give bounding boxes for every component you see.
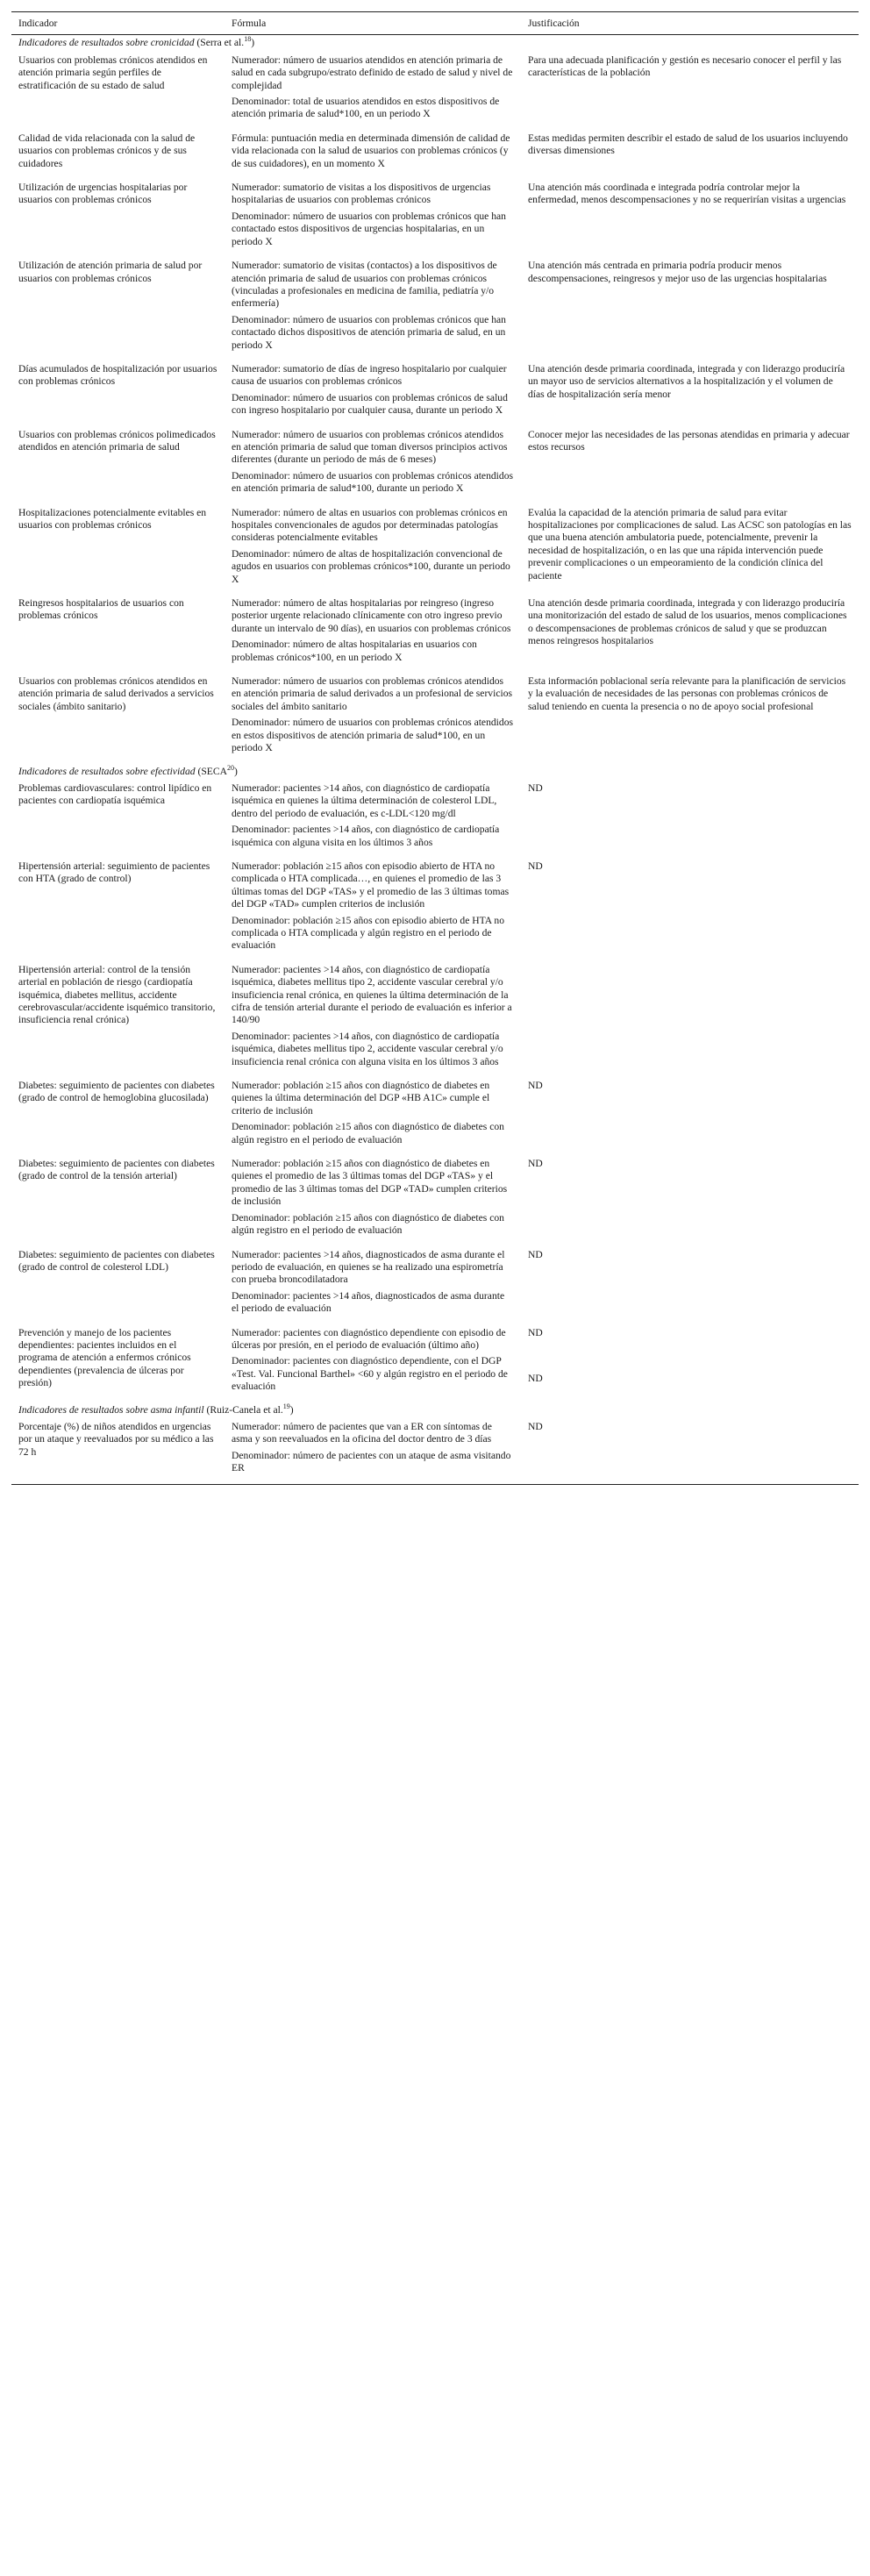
- formula-line: Denominador: número de usuarios con problemas crónicos de salud con ingreso hospitalario por cualquier causa, durante un periodo X: [232, 391, 508, 417]
- justification-cell: [521, 1324, 859, 1402]
- justification-cell: [521, 257, 859, 360]
- table-row: [11, 1418, 859, 1484]
- justification-cell: [521, 961, 859, 1077]
- formula-line: Denominador: número de usuarios con problemas crónicos atendidos en atención primaria de salud*100, durante un periodo X: [232, 469, 514, 495]
- formula-line: Denominador: pacientes con diagnóstico dependiente, con el DGP «Test. Val. Funcional Barthel» <60 y algún registro en el periodo de evaluación: [232, 1355, 508, 1393]
- table-row: [11, 673, 859, 763]
- formula-line: Numerador: número de pacientes que van a ER con síntomas de asma y son reevaluados en la oficina del doctor dentro de 3 días: [232, 1420, 492, 1445]
- reference-number: 20: [226, 763, 234, 772]
- formula-line: Numerador: número de usuarios con problemas crónicos atendidos en atención primaria de salud derivados a un profesional de servicios sociales del ámbito sanitario: [232, 675, 513, 712]
- formula-line: Numerador: pacientes >14 años, diagnosticados de asma durante el periodo de evaluación, en quienes se ha realizado una espirometría con prueba broncodilatadora: [232, 1248, 505, 1286]
- formula-line: Fórmula: puntuación media en determinada dimensión de calidad de vida relacionada con la salud de usuarios con problemas crónicos (y de sus cuidadores), en un momento X: [232, 132, 510, 169]
- table-row: [11, 360, 859, 426]
- justification-text: Una atención más coordinada e integrada podría controlar mejor la enfermedad, menos descompensaciones y no se requerirían visitas a urgencias: [528, 182, 846, 206]
- justification-cell: [521, 504, 859, 595]
- justification-text: Evalúa la capacidad de la atención primaria de salud para evitar hospitalizaciones por complicaciones de salud. Las ACSC son patologías en las que una buena atención ambulatoria puede, potencialmente, prevenir la necesidad de hospitalización, o en las que una rápida intervención puede prevenir complicaciones o un empeoramiento de la condición clínica del paciente: [528, 506, 852, 582]
- reference-text: (Serra et al.: [196, 37, 245, 49]
- formula-line: Denominador: número de usuarios con problemas crónicos que han contactado dichos dispositivos de atención primaria de salud, en un periodo X: [232, 313, 506, 351]
- justification-text: ND: [528, 1248, 543, 1260]
- table-row: [11, 426, 859, 504]
- table-row: [11, 780, 859, 858]
- section-reference: [197, 763, 238, 777]
- justification-cell: [521, 1418, 859, 1484]
- table-row: [11, 1246, 859, 1324]
- reference-close: ): [289, 1403, 294, 1416]
- justification-text: Una atención más centrada en primaria podría producir menos descompensaciones, reingresos y mejor uso de las urgencias hospitalarias: [528, 260, 827, 284]
- formula-cell: [225, 780, 521, 858]
- justification-cell: [521, 780, 859, 858]
- justification-cell: [521, 595, 859, 673]
- table-row: [11, 1324, 859, 1402]
- justification-cell: [521, 130, 859, 179]
- indicator-cell: Utilización de atención primaria de salud por usuarios con problemas crónicos: [18, 260, 203, 284]
- section-heading: [11, 1402, 859, 1418]
- formula-line: Denominador: población ≥15 años con diagnóstico de diabetes con algún registro en el periodo de evaluación: [232, 1211, 504, 1237]
- header-indicator: Indicador: [11, 12, 225, 35]
- formula-line: Numerador: población ≥15 años con diagnóstico de diabetes en quienes la última determinación del DGP «HB A1C» cumple el criterio de inclusión: [232, 1080, 490, 1117]
- indicator-cell: Usuarios con problemas crónicos atendidos en atención primaria de salud derivados a servicios sociales (ámbito sanitario): [18, 675, 214, 712]
- table-row: [11, 504, 859, 595]
- formula-line: Denominador: población ≥15 años con episodio abierto de HTA no complicada o HTA complicada y algún registro en el periodo de evaluación: [232, 914, 504, 952]
- formula-line: Denominador: número de usuarios con problemas crónicos atendidos en estos dispositivos de atención primaria de salud*100, en un periodo X: [232, 717, 514, 754]
- formula-cell: [225, 504, 521, 595]
- indicator-cell: Reingresos hospitalarios de usuarios con problemas crónicos: [18, 597, 184, 622]
- reference-text: (Ruiz-Canela et al.: [206, 1403, 283, 1416]
- indicator-cell: Utilización de urgencias hospitalarias por usuarios con problemas crónicos: [18, 182, 188, 206]
- indicator-cell: Porcentaje (%) de niños atendidos en urgencias por un ataque y reevaluados por su médico a las 72 h: [11, 1418, 225, 1484]
- formula-line: Numerador: población ≥15 años con episodio abierto de HTA no complicada o HTA complicada…, en quienes el promedio de las 3 últimas tomas del DGP «TAS» y el promedio de las 3 últimas tomas del DGP «TAD» cumplen criterios de inclusión: [232, 860, 510, 910]
- justification-cell: [521, 1155, 859, 1245]
- formula-cell: [225, 1418, 521, 1484]
- indicator-cell: Días acumulados de hospitalización por usuarios con problemas crónicos: [18, 362, 218, 388]
- justification-text: ND: [528, 1420, 543, 1432]
- justification-text: Una atención desde primaria coordinada, integrada y con liderazgo produciría un mayor uso de servicios alternativos a la hospitalización y el volumen de días de hospitalización sería menor: [528, 362, 845, 400]
- formula-line: Numerador: población ≥15 años con diagnóstico de diabetes en quienes el promedio de las 3 últimas tomas del DGP «TAS» y el promedio de las 3 últimas tomas del DGP «TAD» cumplen criterios de inclusión: [232, 1158, 508, 1208]
- justification-cell: [521, 673, 859, 763]
- table-row: [11, 179, 859, 257]
- indicator-cell: Calidad de vida relacionada con la salud de usuarios con problemas crónicos y de sus cuidadores: [18, 132, 196, 169]
- formula-line: Numerador: pacientes >14 años, con diagnóstico de cardiopatía isquémica en quienes la última determinación de colesterol LDL, dentro del periodo de evaluación, es c-LDL<120 mg/dl: [232, 781, 497, 819]
- formula-line: Denominador: número de usuarios con problemas crónicos que han contactado estos dispositivos de urgencias hospitalarias, en un periodo X: [232, 210, 506, 247]
- indicators-table: [11, 11, 859, 1485]
- indicator-cell: Hipertensión arterial: seguimiento de pacientes con HTA (grado de control): [18, 860, 210, 885]
- reference-close: ): [251, 37, 255, 49]
- table-row: [11, 595, 859, 673]
- formula-line: Numerador: pacientes >14 años, con diagnóstico de cardiopatía isquémica, diabetes mellitus tipo 2, accidente vascular cerebral y/o insuficiencia renal crónica, en quienes la última determinación de la cifra de tensión arterial durante el periodo de evaluación es inferior a 140/90: [232, 963, 512, 1026]
- indicator-cell: Hipertensión arterial: control de la tensión arterial en población de riesgo (cardiopatía isquémica, diabetes mellitus, accidente cerebrovascular/accidente isquémico transitorio, insuficiencia renal crónica): [18, 963, 216, 1026]
- formula-line: Numerador: sumatorio de días de ingreso hospitalario por cualquier causa de usuarios con problemas crónicos: [232, 362, 507, 388]
- indicator-cell: Prevención y manejo de los pacientes dependientes: pacientes incluidos en el programa de atención a enfermos crónicos dependientes (prevalencia de úlceras por presión): [18, 1326, 191, 1389]
- reference-number: 18: [244, 35, 252, 44]
- header-formula: Fórmula: [225, 12, 521, 35]
- section-reference: [196, 37, 254, 48]
- section-title: Indicadores de resultados sobre cronicidad: [18, 37, 195, 49]
- justification-cell: [521, 858, 859, 961]
- justification-text: Para una adecuada planificación y gestión es necesario conocer el perfil y las características de la población: [528, 54, 842, 79]
- justification-text: ND: [528, 860, 543, 872]
- formula-cell: [225, 595, 521, 673]
- justification-cell: [521, 426, 859, 504]
- formula-line: Denominador: número de altas de hospitalización convencional de agudos en usuarios con problemas crónicos*100, durante un periodo X: [232, 547, 510, 585]
- formula-line: Denominador: pacientes >14 años, diagnosticados de asma durante el periodo de evaluación: [232, 1289, 505, 1315]
- indicator-cell: Problemas cardiovasculares: control lipídico en pacientes con cardiopatía isquémica: [18, 781, 212, 807]
- justification-text: ND: [528, 1080, 543, 1092]
- formula-cell: [225, 858, 521, 961]
- justification-text: Conocer mejor las necesidades de las personas atendidas en primaria y adecuar estos recursos: [528, 428, 850, 453]
- justification-text: ND: [528, 781, 543, 794]
- indicator-cell: Hospitalizaciones potencialmente evitables en usuarios con problemas crónicos: [18, 506, 207, 531]
- table-row: [11, 130, 859, 179]
- formula-line: Numerador: número de altas hospitalarias por reingreso (ingreso posterior urgente relacionado clínicamente con otro ingreso previo durante un intervalo de 90 días), en usuarios con problemas crónicos: [232, 597, 511, 634]
- formula-line: Numerador: número de usuarios con problemas crónicos atendidos en atención primaria de salud que toman diversos principios activos diferentes (durante un periodo de más de 6 meses): [232, 428, 508, 466]
- section-heading: [11, 35, 859, 52]
- indicator-cell: Usuarios con problemas crónicos atendidos en atención primaria según perfiles de estratificación de su estado de salud: [18, 54, 208, 91]
- table-header: [11, 12, 859, 35]
- table-body: [11, 35, 859, 1484]
- justification-cell: [521, 360, 859, 426]
- formula-cell: [225, 426, 521, 504]
- justification-cell: [521, 52, 859, 130]
- formula-line: Denominador: número de altas hospitalarias en usuarios con problemas crónicos*100, en un periodo X: [232, 639, 477, 663]
- formula-cell: [225, 1324, 521, 1402]
- table-row: [11, 1155, 859, 1245]
- formula-cell: [225, 130, 521, 179]
- justification-cell: [521, 179, 859, 257]
- formula-line: Denominador: número de pacientes con un ataque de asma visitando ER: [232, 1449, 511, 1474]
- reference-close: ): [233, 765, 238, 777]
- formula-line: Numerador: número de altas en usuarios con problemas crónicos en hospitales convencionales de agudos por determinadas patologías consideras potencialmente evitables: [232, 506, 508, 544]
- table-row: [11, 257, 859, 360]
- formula-line: Numerador: sumatorio de visitas a los dispositivos de urgencias hospitalarias de usuarios con problemas crónicos: [232, 182, 491, 206]
- justification-text: Estas medidas permiten describir el estado de salud de los usuarios incluyendo diversas dimensiones: [528, 132, 848, 157]
- justification-cell: [521, 1246, 859, 1324]
- table-row: [11, 858, 859, 961]
- formula-line: Numerador: sumatorio de visitas (contactos) a los dispositivos de atención primaria de salud de usuarios con problemas crónicos (vinculadas a profesionales en medicina de familia, pediatría y/o enfermería): [232, 260, 497, 310]
- indicator-cell: Usuarios con problemas crónicos polimedicados atendidos en atención primaria de salud: [18, 428, 216, 453]
- justification-text-secondary: ND: [528, 1372, 543, 1384]
- indicator-cell: Diabetes: seguimiento de pacientes con diabetes (grado de control de la tensión arterial): [18, 1158, 215, 1182]
- formula-line: Denominador: población ≥15 años con diagnóstico de diabetes con algún registro en el periodo de evaluación: [232, 1121, 504, 1145]
- justification-text: ND: [528, 1158, 543, 1170]
- formula-cell: [225, 1155, 521, 1245]
- justification-text: Esta información poblacional sería relevante para la planificación de servicios y la evaluación de necesidades de las personas con problemas crónicos de salud teniendo en cuenta la presencia o no de apoyo social profesional: [528, 675, 846, 712]
- formula-cell: [225, 257, 521, 360]
- formula-cell: [225, 1246, 521, 1324]
- section-title: Indicadores de resultados sobre efectividad: [18, 765, 196, 777]
- formula-line: Denominador: pacientes >14 años, con diagnóstico de cardiopatía isquémica con alguna visita en los últimos 3 años: [232, 824, 500, 848]
- justification-cell: [521, 1077, 859, 1155]
- formula-cell: [225, 1077, 521, 1155]
- formula-cell: [225, 673, 521, 763]
- formula-cell: [225, 961, 521, 1077]
- indicator-cell: Diabetes: seguimiento de pacientes con diabetes (grado de control de hemoglobina glucosilada): [18, 1080, 215, 1104]
- formula-line: Numerador: pacientes con diagnóstico dependiente con episodio de úlceras por presión, en el periodo de evaluación (último año): [232, 1326, 506, 1351]
- header-justification: Justificación: [521, 12, 859, 35]
- justification-text: Una atención desde primaria coordinada, integrada y con liderazgo produciría una monitorización del estado de salud de los usuarios, menos complicaciones o descompensaciones de problemas crónicos de salud y que se produzcan menos reingresos hospitalarios: [528, 597, 847, 647]
- formula-cell: [225, 360, 521, 426]
- indicator-cell: Diabetes: seguimiento de pacientes con diabetes (grado de control de colesterol LDL): [18, 1248, 215, 1273]
- formula-line: Denominador: total de usuarios atendidos en estos dispositivos de atención primaria de salud*100, en un periodo X: [232, 96, 500, 120]
- table-row: [11, 52, 859, 130]
- reference-text: (SECA: [197, 765, 227, 777]
- table-row: [11, 1077, 859, 1155]
- formula-cell: [225, 179, 521, 257]
- reference-number: 19: [282, 1402, 290, 1410]
- formula-line: Denominador: pacientes >14 años, con diagnóstico de cardiopatía isquémica, diabetes mellitus tipo 2, accidente vascular cerebral y/o insuficiencia renal crónica con alguna visita en los últimos 3 años: [232, 1030, 503, 1067]
- formula-line: Numerador: número de usuarios atendidos en atención primaria de salud en cada subgrupo/estrato definido de estado de salud y nivel de complejidad: [232, 54, 513, 91]
- justification-text: ND: [528, 1326, 543, 1338]
- section-heading: [11, 764, 859, 780]
- formula-cell: [225, 52, 521, 130]
- section-title: Indicadores de resultados sobre asma infantil: [18, 1403, 204, 1416]
- section-reference: [206, 1404, 293, 1416]
- table-row: [11, 961, 859, 1077]
